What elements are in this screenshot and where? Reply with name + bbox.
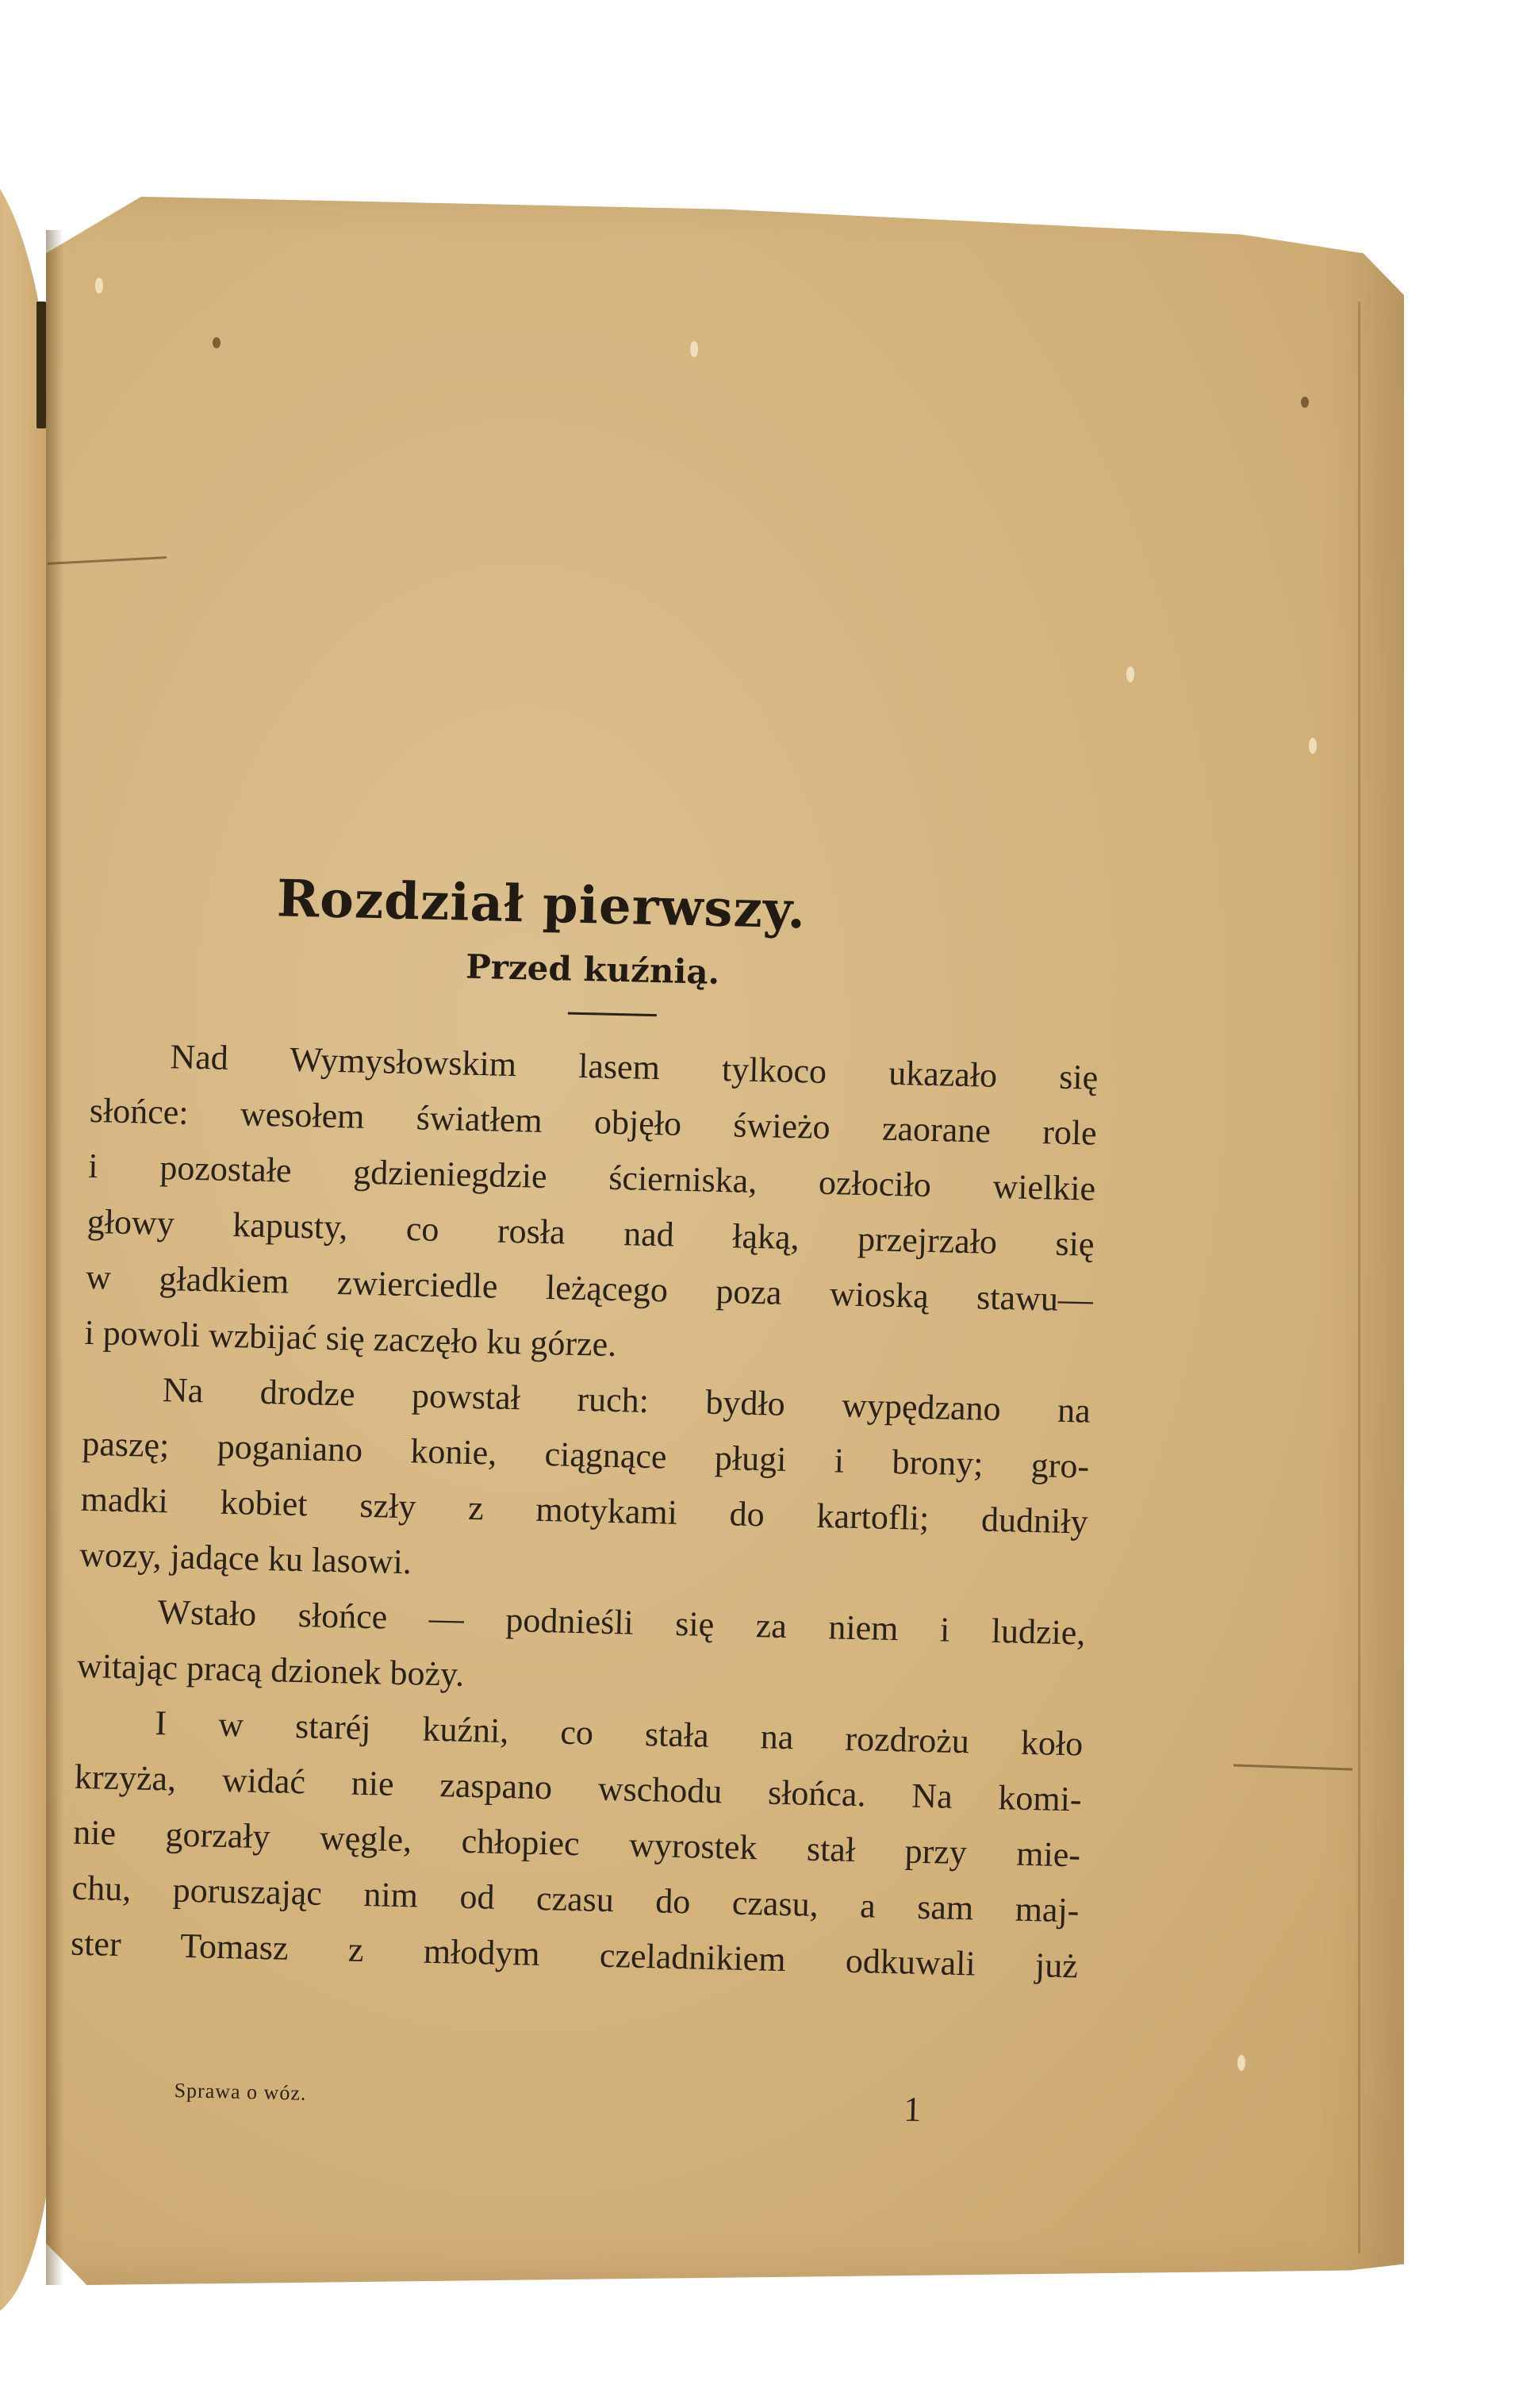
signature-mark: Sprawa o wóz. <box>174 2079 307 2105</box>
text-line: w gładkiem zwierciedle leżącego poza wioską stawu— <box>85 1257 1094 1319</box>
paragraph <box>79 1361 1091 1606</box>
paper-stain <box>213 337 221 348</box>
section-divider <box>568 1012 657 1017</box>
text-line: głowy kapusty, co rosła nad łąką, przejrzało się <box>86 1201 1095 1264</box>
text-line: nie gorzały węgle, chłopiec wyrostek stał przy mie- <box>72 1812 1081 1875</box>
paper-stain <box>1301 397 1309 408</box>
paragraph <box>84 1027 1099 1384</box>
text-line: Wstało słońce — podnieśli się za niem i ludzie, <box>157 1592 1086 1653</box>
text-line: ster Tomasz z młodym czeladnikiem odkuwali już <box>70 1923 1079 1986</box>
text-line: krzyża, widać nie zaspano wschodu słońca. Na komi- <box>74 1757 1083 1819</box>
text-line: paszę; poganiano konie, ciągnące pługi i brony; gro- <box>81 1423 1090 1486</box>
text-line: chu, poruszając nim od czasu do czasu, a sam maj- <box>71 1868 1080 1930</box>
gutter-shadow <box>46 230 63 2285</box>
text-line: i powoli wzbijać się zaczęło ku górze. <box>84 1312 617 1365</box>
binding-strip <box>36 301 46 428</box>
paper-spot <box>95 278 103 294</box>
paper-spot <box>1126 666 1134 682</box>
paper-spot <box>690 341 698 357</box>
text-line: i pozostałe gdzieniegdzie ścierniska, ozłociło wielkie <box>87 1146 1096 1208</box>
page-text <box>70 865 1102 1994</box>
chapter-subtitle: Przed kuźnią. <box>465 947 720 992</box>
text-line: Nad Wymysłowskim lasem tylkoco ukazało się <box>169 1037 1099 1097</box>
paper-spot <box>1237 2055 1245 2071</box>
text-line: madki kobiet szły z motykami do kartofli; dudniły <box>80 1479 1089 1542</box>
text-line: Na drodze powstał ruch: bydło wypędzano na <box>162 1370 1091 1431</box>
page-number: 1 <box>903 2089 922 2130</box>
text-line: słońce: wesołem światłem objęło świeżo zaorane role <box>89 1090 1098 1153</box>
text-line: wozy, jadące ku lasowi. <box>79 1534 412 1582</box>
text-line: I w staréj kuźni, co stała na rozdrożu koło <box>154 1703 1084 1764</box>
chapter-title: Rozdział pierwszy. <box>276 869 807 941</box>
page-fold-line <box>1358 301 1360 2253</box>
paper-spot <box>1309 738 1317 754</box>
paragraph <box>70 1694 1084 1995</box>
text-line: witając pracą dzionek boży. <box>76 1646 465 1694</box>
